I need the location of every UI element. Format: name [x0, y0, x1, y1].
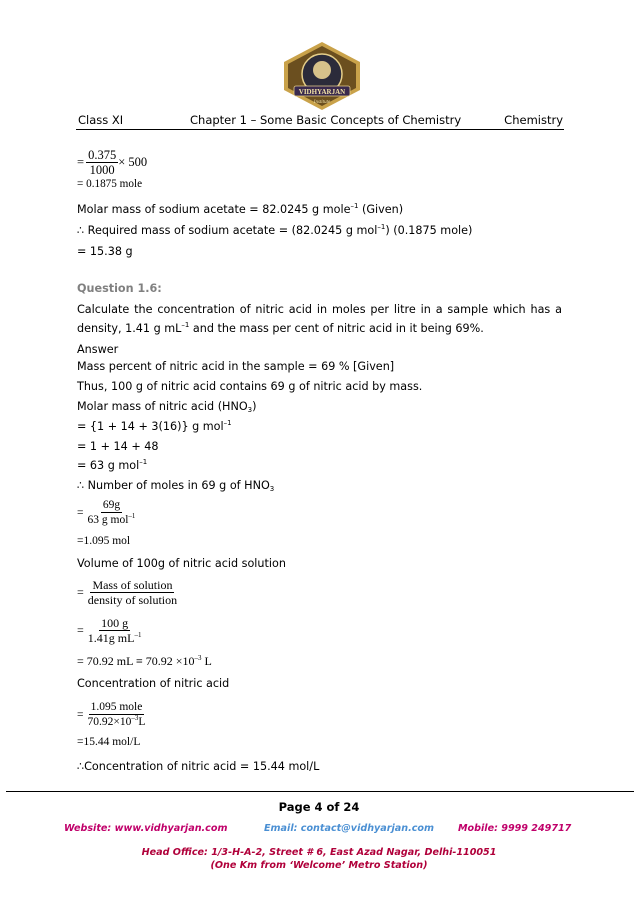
question-text-line1: Calculate the concentration of nitric acid in moles per litre in a sample which has a [77, 303, 562, 316]
svg-text:Institute: Institute [313, 100, 331, 105]
footer-office: Head Office: 1/3-H-A-2, Street # 6, East Azad Nagar, Delhi-110051 [141, 847, 497, 858]
answer-line-2: Thus, 100 g of nitric acid contains 69 g of nitric acid by mass. [77, 380, 423, 393]
calc-moles-fraction: = $\frac{0.375}{1000}$ × 500 [77, 148, 148, 177]
footer-email[interactable]: Email: contact@vidhyarjan.com [264, 823, 435, 834]
volume-value-fraction: = $\frac{100 g}{1.41g mL^{-1}}$ [77, 616, 142, 645]
footer-website[interactable]: Website: www.vidhyarjan.com [64, 823, 228, 834]
answer-line-1: Mass percent of nitric acid in the sample = 69 % [Given] [77, 360, 395, 373]
logo-text: VIDHYARJAN [298, 88, 346, 96]
concentration-fraction: = $\frac{\text{1.095 mole}}{70.92\times 10^{-3}L}$ [77, 701, 146, 728]
volume-result: = 70.92 mL ≡ $70.92 \times 10^{-3}$ L [77, 654, 212, 668]
question-text-line2: density, 1.41 g $mL^{-1}$ and the mass per cent of nitric acid in it being 69%. [77, 321, 484, 335]
volume-label: Volume of 100g of nitric acid solution [77, 557, 286, 570]
header-chapter: Chapter 1 – Some Basic Concepts of Chemistry [190, 113, 462, 127]
header-subject: Chemistry [504, 113, 563, 127]
footer-landmark: (One Km from ‘Welcome’ Metro Station) [210, 860, 428, 871]
required-mass-line: ∴ Required mass of sodium acetate = (82.0245 g mol$^{-1}$) (0.1875 mole) [77, 223, 473, 237]
answer-line-6: = 63 g mol$^{-1}$ [77, 458, 148, 472]
moles-result: =1.095 mol [77, 535, 131, 547]
institute-logo [280, 40, 364, 112]
answer-line-3: Molar mass of nitric acid $(HNO_3)$ [77, 400, 257, 414]
volume-formula-fraction: = $\frac{\text{Mass of solution}}{\text{density of solution}}$ [77, 578, 178, 607]
concentration-result: =15.44 mol/L [77, 736, 141, 748]
footer-mobile: Mobile: 9999 249717 [458, 823, 572, 834]
answer-line-5: = 1 + 14 + 48 [77, 440, 159, 453]
question-title: Question 1.6: [77, 282, 162, 295]
answer-line-4: = {1 + 14 + 3(16)} g mol$^{-1}$ [77, 419, 232, 433]
final-answer: ∴Concentration of nitric acid = 15.44 mol/L [77, 760, 320, 773]
running-header [78, 113, 563, 129]
concentration-label: Concentration of nitric acid [77, 677, 230, 690]
answer-label: Answer [77, 343, 119, 356]
calc-moles-result: = 0.1875 mole [77, 178, 143, 190]
header-class: Class XI [78, 113, 124, 127]
molar-mass-sodium-acetate: Molar mass of sodium acetate = 82.0245 g mole$^{-1}$ (Given) [77, 202, 404, 216]
page-number: Page 4 of 24 [278, 800, 360, 814]
footer-rule [6, 791, 634, 792]
required-mass-result: = 15.38 g [77, 245, 133, 258]
answer-line-7: ∴ Number of moles in 69 g of $HNO_3$ [77, 479, 275, 493]
moles-fraction: = $\frac{69g}{63 g mol^{-1}}$ [77, 499, 136, 526]
header-rule [76, 129, 564, 130]
